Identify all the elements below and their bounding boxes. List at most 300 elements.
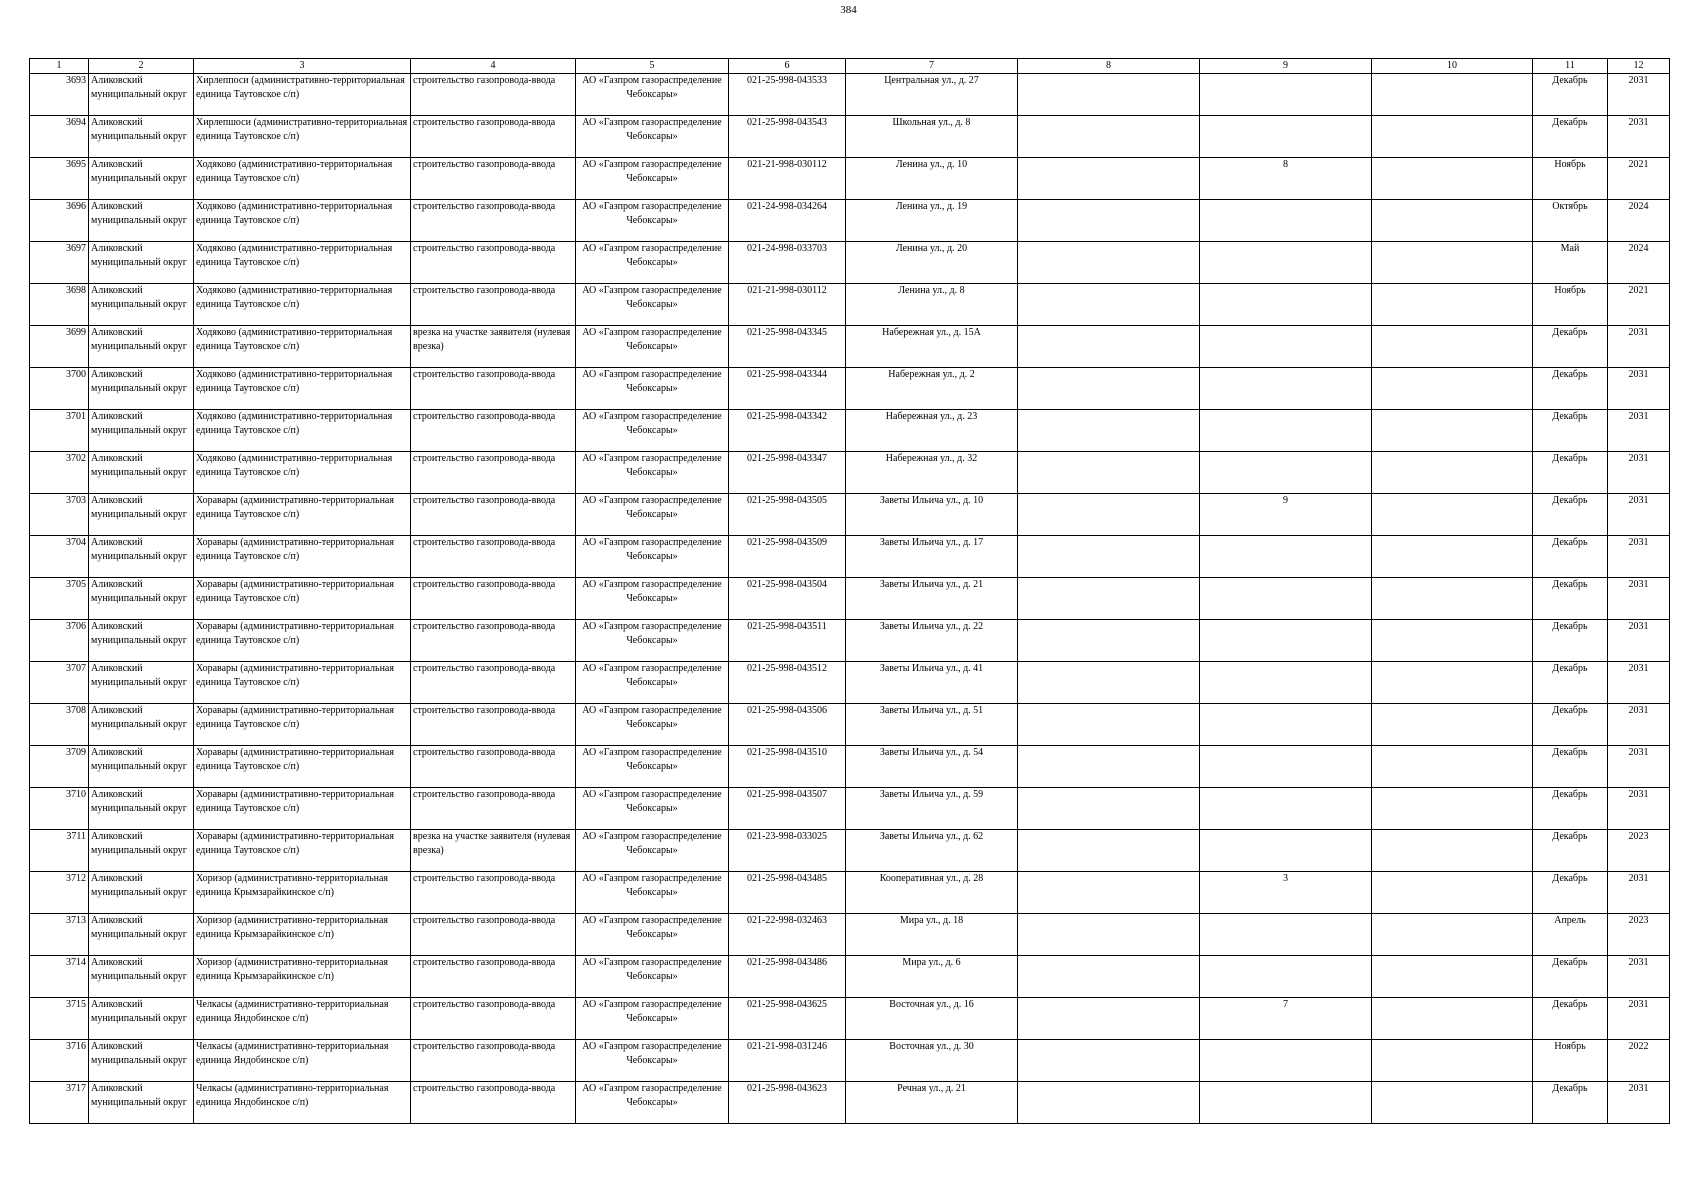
region-cell-text: Аликовский муниципальный округ [91, 201, 187, 226]
address-cell [846, 1040, 1018, 1082]
column-8-cell [1018, 704, 1200, 746]
year-cell [1608, 914, 1670, 956]
application-code-cell [729, 914, 846, 956]
address-cell-text: Заветы Ильича ул., д. 51 [879, 705, 984, 716]
organization-cell [576, 452, 729, 494]
year-cell-text: 2022 [1628, 1041, 1649, 1052]
region-cell [89, 578, 194, 620]
region-cell-text: Аликовский муниципальный округ [91, 705, 187, 730]
settlement-cell-text: Хоравары (административно-территориальная единица Таутовское с/п) [196, 621, 394, 646]
row-number-text: 3715 [66, 999, 86, 1010]
month-cell-text: Декабрь [1552, 411, 1588, 422]
application-code-cell-text: 021-22-998-032463 [747, 915, 827, 926]
row-number-text: 3697 [66, 243, 86, 254]
application-code-cell [729, 1082, 846, 1124]
work-type-cell [411, 746, 576, 788]
address-cell [846, 326, 1018, 368]
row-number-text: 3712 [66, 873, 86, 884]
row-number-text: 3702 [66, 453, 86, 464]
row-number [30, 326, 89, 368]
settlement-cell-text: Ходяково (административно-территориальная единица Таутовское с/п) [196, 327, 393, 352]
table-row [30, 158, 1670, 200]
organization-cell [576, 704, 729, 746]
organization-cell [576, 998, 729, 1040]
region-cell [89, 284, 194, 326]
row-number-text: 3709 [66, 747, 86, 758]
settlement-cell [194, 662, 411, 704]
column-header-4: 4 [411, 59, 576, 74]
year-cell-text: 2023 [1628, 831, 1649, 842]
application-code-cell [729, 74, 846, 116]
column-9-cell [1200, 536, 1372, 578]
column-8-cell [1018, 914, 1200, 956]
region-cell [89, 788, 194, 830]
organization-cell-text: АО «Газпром газораспределение Чебоксары» [582, 117, 722, 142]
organization-cell [576, 872, 729, 914]
work-type-cell-text: строительство газопровода-ввода [413, 117, 556, 128]
table-row [30, 200, 1670, 242]
address-cell-text: Набережная ул., д. 32 [885, 453, 978, 464]
column-header-7: 7 [846, 59, 1018, 74]
column-8-cell [1018, 242, 1200, 284]
year-cell-text: 2031 [1628, 789, 1649, 800]
region-cell [89, 452, 194, 494]
column-8-cell [1018, 536, 1200, 578]
application-code-cell-text: 021-25-998-043625 [747, 999, 827, 1010]
address-cell [846, 494, 1018, 536]
month-cell-text: Декабрь [1552, 537, 1588, 548]
column-8-cell [1018, 326, 1200, 368]
column-10-cell [1372, 284, 1533, 326]
work-type-cell-text: строительство газопровода-ввода [413, 285, 556, 296]
table-row [30, 326, 1670, 368]
year-cell [1608, 536, 1670, 578]
column-header-3: 3 [194, 59, 411, 74]
organization-cell [576, 662, 729, 704]
work-type-cell-text: строительство газопровода-ввода [413, 411, 556, 422]
address-cell [846, 872, 1018, 914]
application-code-cell [729, 116, 846, 158]
region-cell [89, 116, 194, 158]
application-code-cell [729, 830, 846, 872]
work-type-cell-text: врезка на участке заявителя (нулевая врезка) [413, 327, 571, 352]
region-cell [89, 536, 194, 578]
settlement-cell [194, 914, 411, 956]
column-8-cell [1018, 1082, 1200, 1124]
work-type-cell-text: строительство газопровода-ввода [413, 75, 556, 86]
row-number [30, 1082, 89, 1124]
organization-cell-text: АО «Газпром газораспределение Чебоксары» [582, 873, 722, 898]
application-code-cell [729, 494, 846, 536]
address-cell-text: Заветы Ильича ул., д. 41 [879, 663, 984, 674]
application-code-cell [729, 368, 846, 410]
year-cell-text: 2024 [1628, 201, 1649, 212]
month-cell-text: Декабрь [1552, 1083, 1588, 1094]
address-cell-text: Заветы Ильича ул., д. 22 [879, 621, 984, 632]
year-cell-text: 2031 [1628, 411, 1649, 422]
month-cell [1533, 662, 1608, 704]
year-cell [1608, 578, 1670, 620]
application-code-cell-text: 021-25-998-043623 [747, 1083, 827, 1094]
settlement-cell [194, 578, 411, 620]
column-10-cell [1372, 410, 1533, 452]
column-8-cell [1018, 662, 1200, 704]
region-cell [89, 494, 194, 536]
column-10-cell [1372, 788, 1533, 830]
month-cell [1533, 1040, 1608, 1082]
organization-cell-text: АО «Газпром газораспределение Чебоксары» [582, 411, 722, 436]
row-number [30, 74, 89, 116]
row-number [30, 872, 89, 914]
year-cell-text: 2021 [1628, 159, 1649, 170]
month-cell [1533, 158, 1608, 200]
address-cell [846, 746, 1018, 788]
month-cell [1533, 326, 1608, 368]
settlement-cell [194, 116, 411, 158]
column-8-cell [1018, 788, 1200, 830]
row-number-text: 3704 [66, 537, 86, 548]
address-cell [846, 74, 1018, 116]
address-cell [846, 578, 1018, 620]
column-10-cell [1372, 1040, 1533, 1082]
application-code-cell [729, 872, 846, 914]
work-type-cell-text: строительство газопровода-ввода [413, 243, 556, 254]
address-cell-text: Заветы Ильича ул., д. 17 [879, 537, 984, 548]
month-cell [1533, 830, 1608, 872]
application-code-cell [729, 1040, 846, 1082]
settlement-cell-text: Ходяково (административно-территориальная единица Таутовское с/п) [196, 285, 393, 310]
settlement-cell [194, 368, 411, 410]
year-cell-text: 2031 [1628, 327, 1649, 338]
column-header-1: 1 [30, 59, 89, 74]
region-cell-text: Аликовский муниципальный округ [91, 999, 187, 1024]
table-body [30, 74, 1670, 1124]
row-number-text: 3710 [66, 789, 86, 800]
application-code-cell [729, 158, 846, 200]
table-row [30, 368, 1670, 410]
settlement-cell [194, 494, 411, 536]
application-code-cell [729, 788, 846, 830]
column-10-cell [1372, 872, 1533, 914]
settlement-cell [194, 704, 411, 746]
organization-cell [576, 74, 729, 116]
work-type-cell [411, 998, 576, 1040]
row-number [30, 284, 89, 326]
region-cell-text: Аликовский муниципальный округ [91, 327, 187, 352]
column-9-cell [1200, 788, 1372, 830]
month-cell-text: Ноябрь [1554, 1041, 1586, 1052]
month-cell-text: Декабрь [1552, 831, 1588, 842]
work-type-cell [411, 410, 576, 452]
application-code-cell [729, 452, 846, 494]
row-number-text: 3699 [66, 327, 86, 338]
region-cell [89, 1040, 194, 1082]
column-9-cell [1200, 74, 1372, 116]
column-9-cell [1200, 200, 1372, 242]
application-code-cell [729, 956, 846, 998]
organization-cell-text: АО «Газпром газораспределение Чебоксары» [582, 747, 722, 772]
column-8-cell [1018, 410, 1200, 452]
year-cell [1608, 410, 1670, 452]
year-cell [1608, 788, 1670, 830]
year-cell-text: 2031 [1628, 1083, 1649, 1094]
application-code-cell-text: 021-25-998-043344 [747, 369, 827, 380]
address-cell [846, 1082, 1018, 1124]
column-9-cell-text: 9 [1283, 495, 1288, 506]
work-type-cell [411, 116, 576, 158]
column-9-cell [1200, 704, 1372, 746]
column-header-8: 8 [1018, 59, 1200, 74]
column-8-cell [1018, 452, 1200, 494]
row-number [30, 620, 89, 662]
table-row [30, 998, 1670, 1040]
work-type-cell [411, 200, 576, 242]
column-8-cell [1018, 368, 1200, 410]
row-number-text: 3703 [66, 495, 86, 506]
address-cell [846, 956, 1018, 998]
month-cell-text: Декабрь [1552, 747, 1588, 758]
table-row [30, 1082, 1670, 1124]
settlement-cell-text: Челкасы (административно-территориальная единица Яндобинское с/п) [196, 1083, 389, 1108]
row-number [30, 1040, 89, 1082]
application-code-cell [729, 620, 846, 662]
year-cell-text: 2031 [1628, 369, 1649, 380]
region-cell [89, 662, 194, 704]
row-number-text: 3705 [66, 579, 86, 590]
settlement-cell-text: Хоравары (административно-территориальная единица Таутовское с/п) [196, 705, 394, 730]
column-10-cell [1372, 1082, 1533, 1124]
month-cell [1533, 536, 1608, 578]
row-number [30, 200, 89, 242]
settlement-cell-text: Ходяково (административно-территориальная единица Таутовское с/п) [196, 159, 393, 184]
month-cell [1533, 368, 1608, 410]
month-cell [1533, 74, 1608, 116]
organization-cell-text: АО «Газпром газораспределение Чебоксары» [582, 201, 722, 226]
region-cell-text: Аликовский муниципальный округ [91, 285, 187, 310]
application-code-cell-text: 021-25-998-043512 [747, 663, 827, 674]
column-10-cell [1372, 914, 1533, 956]
column-8-cell [1018, 578, 1200, 620]
organization-cell-text: АО «Газпром газораспределение Чебоксары» [582, 705, 722, 730]
column-10-cell [1372, 494, 1533, 536]
address-cell [846, 998, 1018, 1040]
month-cell-text: Декабрь [1552, 999, 1588, 1010]
organization-cell-text: АО «Газпром газораспределение Чебоксары» [582, 369, 722, 394]
month-cell-text: Декабрь [1552, 117, 1588, 128]
address-cell [846, 242, 1018, 284]
row-number [30, 368, 89, 410]
application-code-cell-text: 021-21-998-031246 [747, 1041, 827, 1052]
region-cell-text: Аликовский муниципальный округ [91, 831, 187, 856]
month-cell [1533, 578, 1608, 620]
organization-cell [576, 914, 729, 956]
address-cell [846, 620, 1018, 662]
row-number-text: 3713 [66, 915, 86, 926]
month-cell [1533, 242, 1608, 284]
table-row [30, 746, 1670, 788]
settlement-cell-text: Челкасы (административно-территориальная единица Яндобинское с/п) [196, 1041, 389, 1066]
row-number-text: 3711 [66, 831, 86, 842]
year-cell [1608, 326, 1670, 368]
month-cell [1533, 914, 1608, 956]
organization-cell [576, 746, 729, 788]
column-8-cell [1018, 284, 1200, 326]
row-number-text: 3708 [66, 705, 86, 716]
settlement-cell [194, 1082, 411, 1124]
table-row [30, 242, 1670, 284]
month-cell [1533, 452, 1608, 494]
settlement-cell [194, 200, 411, 242]
application-code-cell-text: 021-25-998-043504 [747, 579, 827, 590]
column-8-cell [1018, 956, 1200, 998]
application-code-cell-text: 021-24-998-033703 [747, 243, 827, 254]
address-cell-text: Набережная ул., д. 15А [882, 327, 981, 338]
application-code-cell [729, 410, 846, 452]
work-type-cell-text: строительство газопровода-ввода [413, 537, 556, 548]
settlement-cell [194, 452, 411, 494]
column-9-cell [1200, 242, 1372, 284]
row-number-text: 3717 [66, 1083, 86, 1094]
column-header-11: 11 [1533, 59, 1608, 74]
application-code-cell-text: 021-25-998-043533 [747, 75, 827, 86]
column-8-cell [1018, 158, 1200, 200]
application-code-cell [729, 662, 846, 704]
row-number [30, 914, 89, 956]
organization-cell-text: АО «Газпром газораспределение Чебоксары» [582, 495, 722, 520]
work-type-cell [411, 494, 576, 536]
work-type-cell-text: строительство газопровода-ввода [413, 999, 556, 1010]
region-cell-text: Аликовский муниципальный округ [91, 747, 187, 772]
row-number [30, 452, 89, 494]
organization-cell-text: АО «Газпром газораспределение Чебоксары» [582, 789, 722, 814]
table-row [30, 872, 1670, 914]
settlement-cell [194, 830, 411, 872]
month-cell-text: Декабрь [1552, 621, 1588, 632]
work-type-cell-text: строительство газопровода-ввода [413, 453, 556, 464]
column-10-cell [1372, 452, 1533, 494]
work-type-cell [411, 872, 576, 914]
address-cell-text: Школьная ул., д. 8 [892, 117, 971, 128]
address-cell [846, 452, 1018, 494]
organization-cell-text: АО «Газпром газораспределение Чебоксары» [582, 1041, 722, 1066]
column-9-cell [1200, 452, 1372, 494]
organization-cell [576, 116, 729, 158]
region-cell [89, 998, 194, 1040]
year-cell [1608, 956, 1670, 998]
month-cell [1533, 200, 1608, 242]
settlement-cell [194, 1040, 411, 1082]
month-cell-text: Октябрь [1552, 201, 1588, 212]
year-cell [1608, 620, 1670, 662]
settlement-cell-text: Хоравары (административно-территориальная единица Таутовское с/п) [196, 579, 394, 604]
organization-cell-text: АО «Газпром газораспределение Чебоксары» [582, 915, 722, 940]
month-cell-text: Декабрь [1552, 957, 1588, 968]
column-10-cell [1372, 536, 1533, 578]
row-number [30, 242, 89, 284]
work-type-cell [411, 788, 576, 830]
row-number [30, 788, 89, 830]
column-10-cell [1372, 116, 1533, 158]
settlement-cell-text: Хоризор (административно-территориальная единица Крымзарайкинское с/п) [196, 957, 389, 982]
application-code-cell-text: 021-25-998-043509 [747, 537, 827, 548]
year-cell-text: 2031 [1628, 747, 1649, 758]
row-number [30, 410, 89, 452]
work-type-cell-text: строительство газопровода-ввода [413, 1041, 556, 1052]
work-type-cell-text: строительство газопровода-ввода [413, 789, 556, 800]
settlement-cell [194, 242, 411, 284]
row-number-text: 3694 [66, 117, 86, 128]
settlement-cell [194, 788, 411, 830]
work-type-cell-text: строительство газопровода-ввода [413, 957, 556, 968]
address-cell-text: Заветы Ильича ул., д. 21 [879, 579, 984, 590]
table-row [30, 536, 1670, 578]
organization-cell-text: АО «Газпром газораспределение Чебоксары» [582, 243, 722, 268]
month-cell-text: Декабрь [1552, 369, 1588, 380]
organization-cell-text: АО «Газпром газораспределение Чебоксары» [582, 159, 722, 184]
region-cell [89, 914, 194, 956]
organization-cell-text: АО «Газпром газораспределение Чебоксары» [582, 327, 722, 352]
month-cell-text: Декабрь [1552, 453, 1588, 464]
table-row [30, 914, 1670, 956]
column-header-2: 2 [89, 59, 194, 74]
work-type-cell [411, 914, 576, 956]
work-type-cell [411, 1040, 576, 1082]
column-10-cell [1372, 578, 1533, 620]
registry-table [29, 58, 1670, 1124]
work-type-cell-text: строительство газопровода-ввода [413, 1083, 556, 1094]
region-cell-text: Аликовский муниципальный округ [91, 369, 187, 394]
settlement-cell-text: Ходяково (административно-территориальная единица Таутовское с/п) [196, 201, 393, 226]
region-cell-text: Аликовский муниципальный округ [91, 159, 187, 184]
month-cell [1533, 956, 1608, 998]
column-8-cell [1018, 1040, 1200, 1082]
column-8-cell [1018, 200, 1200, 242]
settlement-cell [194, 620, 411, 662]
settlement-cell-text: Челкасы (административно-территориальная единица Яндобинское с/п) [196, 999, 389, 1024]
month-cell [1533, 788, 1608, 830]
region-cell-text: Аликовский муниципальный округ [91, 411, 187, 436]
row-number [30, 158, 89, 200]
work-type-cell [411, 704, 576, 746]
month-cell [1533, 746, 1608, 788]
column-8-cell [1018, 116, 1200, 158]
column-header-12: 12 [1608, 59, 1670, 74]
column-9-cell [1200, 1040, 1372, 1082]
settlement-cell [194, 158, 411, 200]
month-cell [1533, 998, 1608, 1040]
row-number-text: 3707 [66, 663, 86, 674]
settlement-cell-text: Хирлепшоси (административно-территориальная единица Таутовское с/п) [196, 117, 408, 142]
address-cell [846, 284, 1018, 326]
region-cell-text: Аликовский муниципальный округ [91, 495, 187, 520]
organization-cell [576, 158, 729, 200]
year-cell [1608, 158, 1670, 200]
settlement-cell [194, 74, 411, 116]
work-type-cell [411, 662, 576, 704]
column-header-9: 9 [1200, 59, 1372, 74]
organization-cell-text: АО «Газпром газораспределение Чебоксары» [582, 1083, 722, 1108]
address-cell-text: Мира ул., д. 18 [899, 915, 964, 926]
year-cell [1608, 830, 1670, 872]
month-cell-text: Декабрь [1552, 579, 1588, 590]
settlement-cell-text: Хоравары (административно-территориальная единица Таутовское с/п) [196, 495, 394, 520]
work-type-cell-text: строительство газопровода-ввода [413, 705, 556, 716]
work-type-cell [411, 578, 576, 620]
address-cell [846, 536, 1018, 578]
table-row [30, 74, 1670, 116]
address-cell [846, 410, 1018, 452]
organization-cell-text: АО «Газпром газораспределение Чебоксары» [582, 75, 722, 100]
